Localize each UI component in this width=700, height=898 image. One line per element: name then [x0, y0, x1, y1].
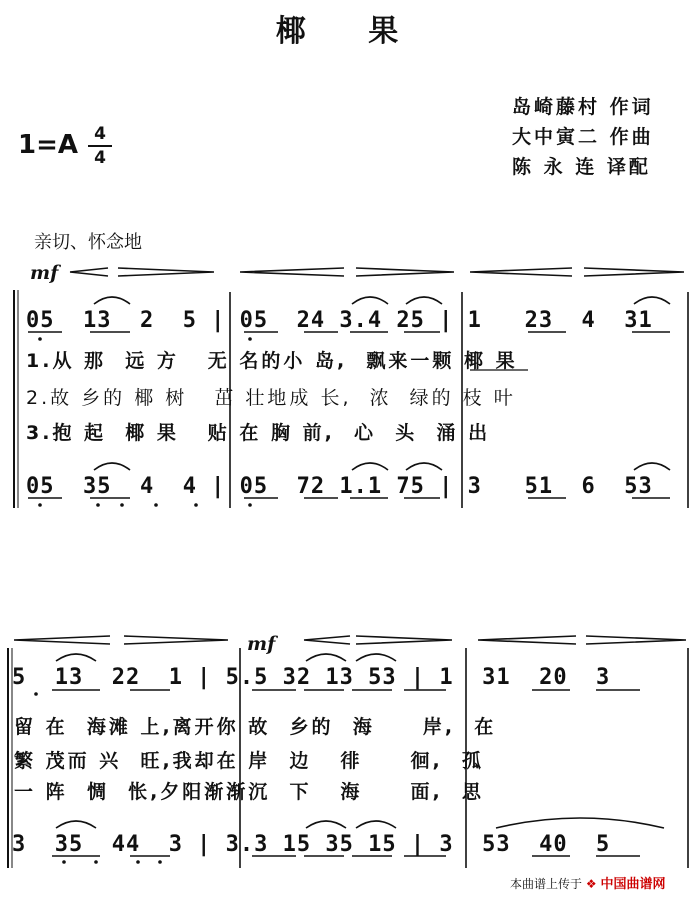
- system1-upper-notes: 05 13 2 5 | 05 24 3.4 25 | 1 23 4 31: [26, 308, 653, 333]
- footer-site-link[interactable]: 中国曲谱网: [600, 877, 666, 892]
- dynamic-mark-mf-2: mf: [247, 633, 276, 655]
- footer-credit: [510, 873, 665, 892]
- system1-lyric-verse3: 3.抱 起 椰 果 贴 在 胸 前, 心 头 涌 出: [26, 422, 491, 444]
- system2-upper-notes: 5 13 22 1 | 5.5 32 13 53 | 1 31 20 3: [12, 665, 611, 690]
- dynamic-mark-mf: mf: [30, 262, 59, 284]
- system2-lyric-verse3: 一 阵 惆 怅,夕阳渐渐沉 下 海 面, 思: [14, 781, 484, 803]
- system1-lyric-verse1: 1.从 那 远 方 无 名的小 岛, 飘来一颗 椰 果: [26, 350, 518, 372]
- time-signature-bottom: 4: [94, 148, 106, 168]
- site-logo-icon: ❖: [585, 877, 597, 891]
- translator-credit: 陈 永 连 译配: [512, 156, 651, 178]
- time-signature-top: 4: [94, 124, 106, 144]
- crescendo-hairpin: [70, 268, 108, 276]
- system2-lyric-verse1: 留 在 海滩 上,离开你 故 乡的 海 岸, 在: [14, 716, 497, 738]
- composer-credit: 大中寅二 作曲: [512, 126, 654, 148]
- lyricist-credit: 岛崎藤村 作词: [512, 96, 654, 118]
- tempo-marking: 亲切、怀念地: [34, 232, 142, 253]
- system2-lyric-verse2: 繁 茂而 兴 旺,我却在 岸 边 徘 徊, 孤: [14, 750, 484, 772]
- footer-text: 本曲谱上传于: [510, 877, 583, 891]
- decrescendo-hairpin: [118, 268, 214, 276]
- system1-lower-notes: 05 35 4 4 | 05 72 1.1 75 | 3 51 6 53: [26, 474, 653, 499]
- song-title: 椰 果: [275, 14, 425, 49]
- key-signature: 1=A: [18, 130, 78, 160]
- system2-lower-notes: 3 35 44 3 | 3.3 15 35 15 | 3 53 40 5: [12, 832, 611, 857]
- system1-lyric-verse2: 2.故 乡的 椰 树 茁 壮地成 长, 浓 绿的 枝 叶: [26, 387, 516, 409]
